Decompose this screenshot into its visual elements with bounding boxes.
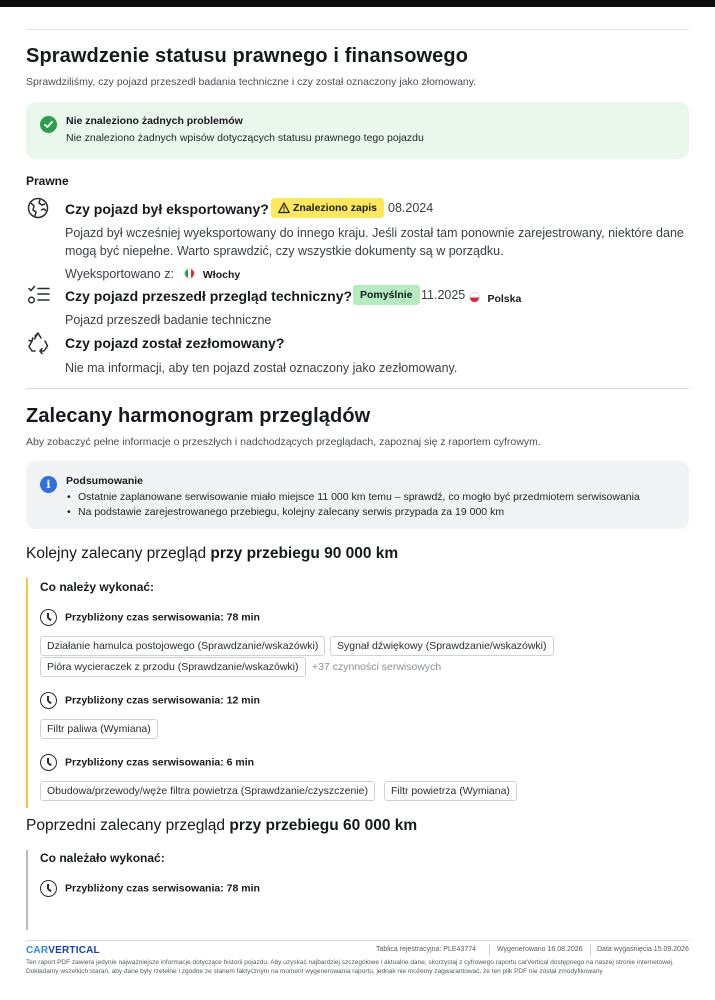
service-task-chip: Działanie hamulca postojowego (Sprawdzanie/wskazówki) <box>40 636 325 656</box>
logo-part-b: VERTICAL <box>48 945 100 956</box>
status-badge-export <box>271 198 384 218</box>
footer-plate: Tablica rejestracyjna: PLE43774 <box>376 946 477 953</box>
previous-heading-prefix: Poprzedni zalecany przegląd <box>26 817 226 834</box>
top-bar <box>0 0 715 7</box>
previous-heading-mileage: przy przebiegu 60 000 km <box>229 817 418 834</box>
footer-disclaimer: Ten raport PDF zawiera jedynie najważniejsze informacje dotyczące historii pojazdu. Aby uzyskać najbardziej szczegółowe i aktualne dane, skorzystaj z cyfrowego raportu carVertical dostępnego na naszej stronie internetowej. Dokładamy wszelkich starań, aby dane były rzetelne i zgodne ze stanem faktycznym na moment wygenerowania raportu, jednak nie możemy zagwarantować, że ten plik PDF nie został zmodyfikowany <box>26 959 674 975</box>
footer-generated: Wygenerowano 16.08.2026 <box>497 946 583 953</box>
notice-title: Nie znaleziono żadnych problemów <box>66 115 243 127</box>
footer-expires: Data wygaśnięcia 15.09.2026 <box>597 946 689 953</box>
service-task-chip: Sygnał dźwiękowy (Sprawdzanie/wskazówki) <box>330 636 554 656</box>
info-icon: i <box>40 476 57 493</box>
footer-divider <box>26 940 689 941</box>
service-time: Przybliżony czas serwisowania: 78 min <box>65 611 260 624</box>
summary-item: • Na podstawie zarejestrowanego przebiegu, kolejny zalecany serwis przypada za 19 000 km <box>66 505 640 520</box>
checklist-icon <box>27 283 51 312</box>
notice-text: Nie znaleziono żadnych wpisów dotyczących statusu prawnego tego pojazdu <box>66 132 424 144</box>
inspection-country-row <box>469 289 521 307</box>
exported-from-row <box>65 265 240 283</box>
more-tasks-count: +37 czynności serwisowych <box>312 661 442 673</box>
globe-export-icon <box>26 196 50 225</box>
clock-icon <box>40 880 57 897</box>
summary-item: • Ostatnie zaplanowane serwisowanie miało miejsce 11 000 km temu – sprawdź, co mogło być przedmiotem serwisowania <box>66 490 640 505</box>
date-export: 08.2024 <box>388 201 434 215</box>
summary-list <box>66 490 640 520</box>
next-todo-label: Co należy wykonać: <box>40 580 155 594</box>
legal-title: Sprawdzenie statusu prawnego i finansowego <box>26 45 469 67</box>
check-circle-icon <box>40 116 57 133</box>
section-divider <box>26 388 689 389</box>
footer-separator <box>489 944 490 955</box>
poland-flag-icon <box>469 292 480 303</box>
exported-label: Wyeksportowano z: <box>65 267 174 281</box>
inspection-country: Polska <box>487 293 522 305</box>
no-problems-notice <box>26 102 689 159</box>
footer-separator <box>590 944 591 955</box>
service-task-chip: Obudowa/przewody/węże filtra powietrza (Sprawdzanie/czyszczenie) <box>40 781 375 801</box>
clock-icon <box>40 754 57 771</box>
badge-label: Znaleziono zapis <box>293 202 378 214</box>
description-scrapped: Nie ma informacji, aby ten pojazd został oznaczony jako zezłomowany. <box>65 361 458 375</box>
recycle-icon <box>26 331 50 360</box>
description-export: Pojazd był wcześniej wyeksportowany do innego kraju. Jeśli został tam ponownie zarejestrowany, niektóre dane mogą być niepełne. Warto sprawdzić, czy wszystkie dokumenty są w porządku. <box>65 226 684 258</box>
clock-icon <box>40 609 57 626</box>
service-task-chip: Filtr powietrza (Wymiana) <box>384 781 517 801</box>
date-inspection: 11.2025 <box>421 288 466 302</box>
logo-part-a: CAR <box>26 945 49 956</box>
question-scrapped: Czy pojazd został zezłomowany? <box>65 335 285 351</box>
service-task-chip: Filtr paliwa (Wymiana) <box>40 719 158 739</box>
next-heading-mileage: przy przebiegu 90 000 km <box>210 545 399 562</box>
service-time-row <box>40 609 260 626</box>
service-time: Przybliżony czas serwisowania: 78 min <box>65 882 260 895</box>
next-service-heading <box>26 545 398 563</box>
service-time-row <box>40 692 260 709</box>
question-inspection: Czy pojazd przeszedł przegląd techniczny? <box>65 288 353 304</box>
legal-subtitle: Sprawdziliśmy, czy pojazd przeszedł badania techniczne i czy został oznaczony jako złomowany. <box>26 76 477 88</box>
schedule-subtitle: Aby zobaczyć pełne informacje o przeszłych i nadchodzących przeglądach, zapoznaj się z raportem cyfrowym. <box>26 436 541 448</box>
previous-service-heading <box>26 817 417 835</box>
previous-service-accent-line <box>26 850 28 930</box>
clock-icon <box>40 692 57 709</box>
question-export: Czy pojazd był eksportowany? <box>65 201 269 217</box>
service-time: Przybliżony czas serwisowania: 12 min <box>65 694 260 707</box>
previous-todo-label: Co należało wykonać: <box>40 851 165 865</box>
summary-title: Podsumowanie <box>66 475 144 487</box>
status-badge-inspection: Pomyślnie <box>353 285 420 305</box>
description-inspection: Pojazd przeszedł badanie techniczne <box>65 313 272 327</box>
schedule-title: Zalecany harmonogram przeglądów <box>26 405 371 427</box>
italy-flag-icon <box>184 268 195 279</box>
section-label-legal: Prawne <box>26 174 69 188</box>
carvertical-logo <box>26 945 100 956</box>
service-time-row <box>40 880 260 897</box>
next-heading-prefix: Kolejny zalecany przegląd <box>26 545 207 562</box>
service-time-row <box>40 754 254 771</box>
top-divider <box>26 29 689 30</box>
service-task-chip: Pióra wycieraczek z przodu (Sprawdzanie/wskazówki) <box>40 657 306 677</box>
exported-country: Włochy <box>202 269 241 281</box>
service-time: Przybliżony czas serwisowania: 6 min <box>65 756 255 769</box>
next-service-accent-line <box>26 578 28 808</box>
warning-icon <box>278 202 290 214</box>
summary-box <box>26 461 689 529</box>
